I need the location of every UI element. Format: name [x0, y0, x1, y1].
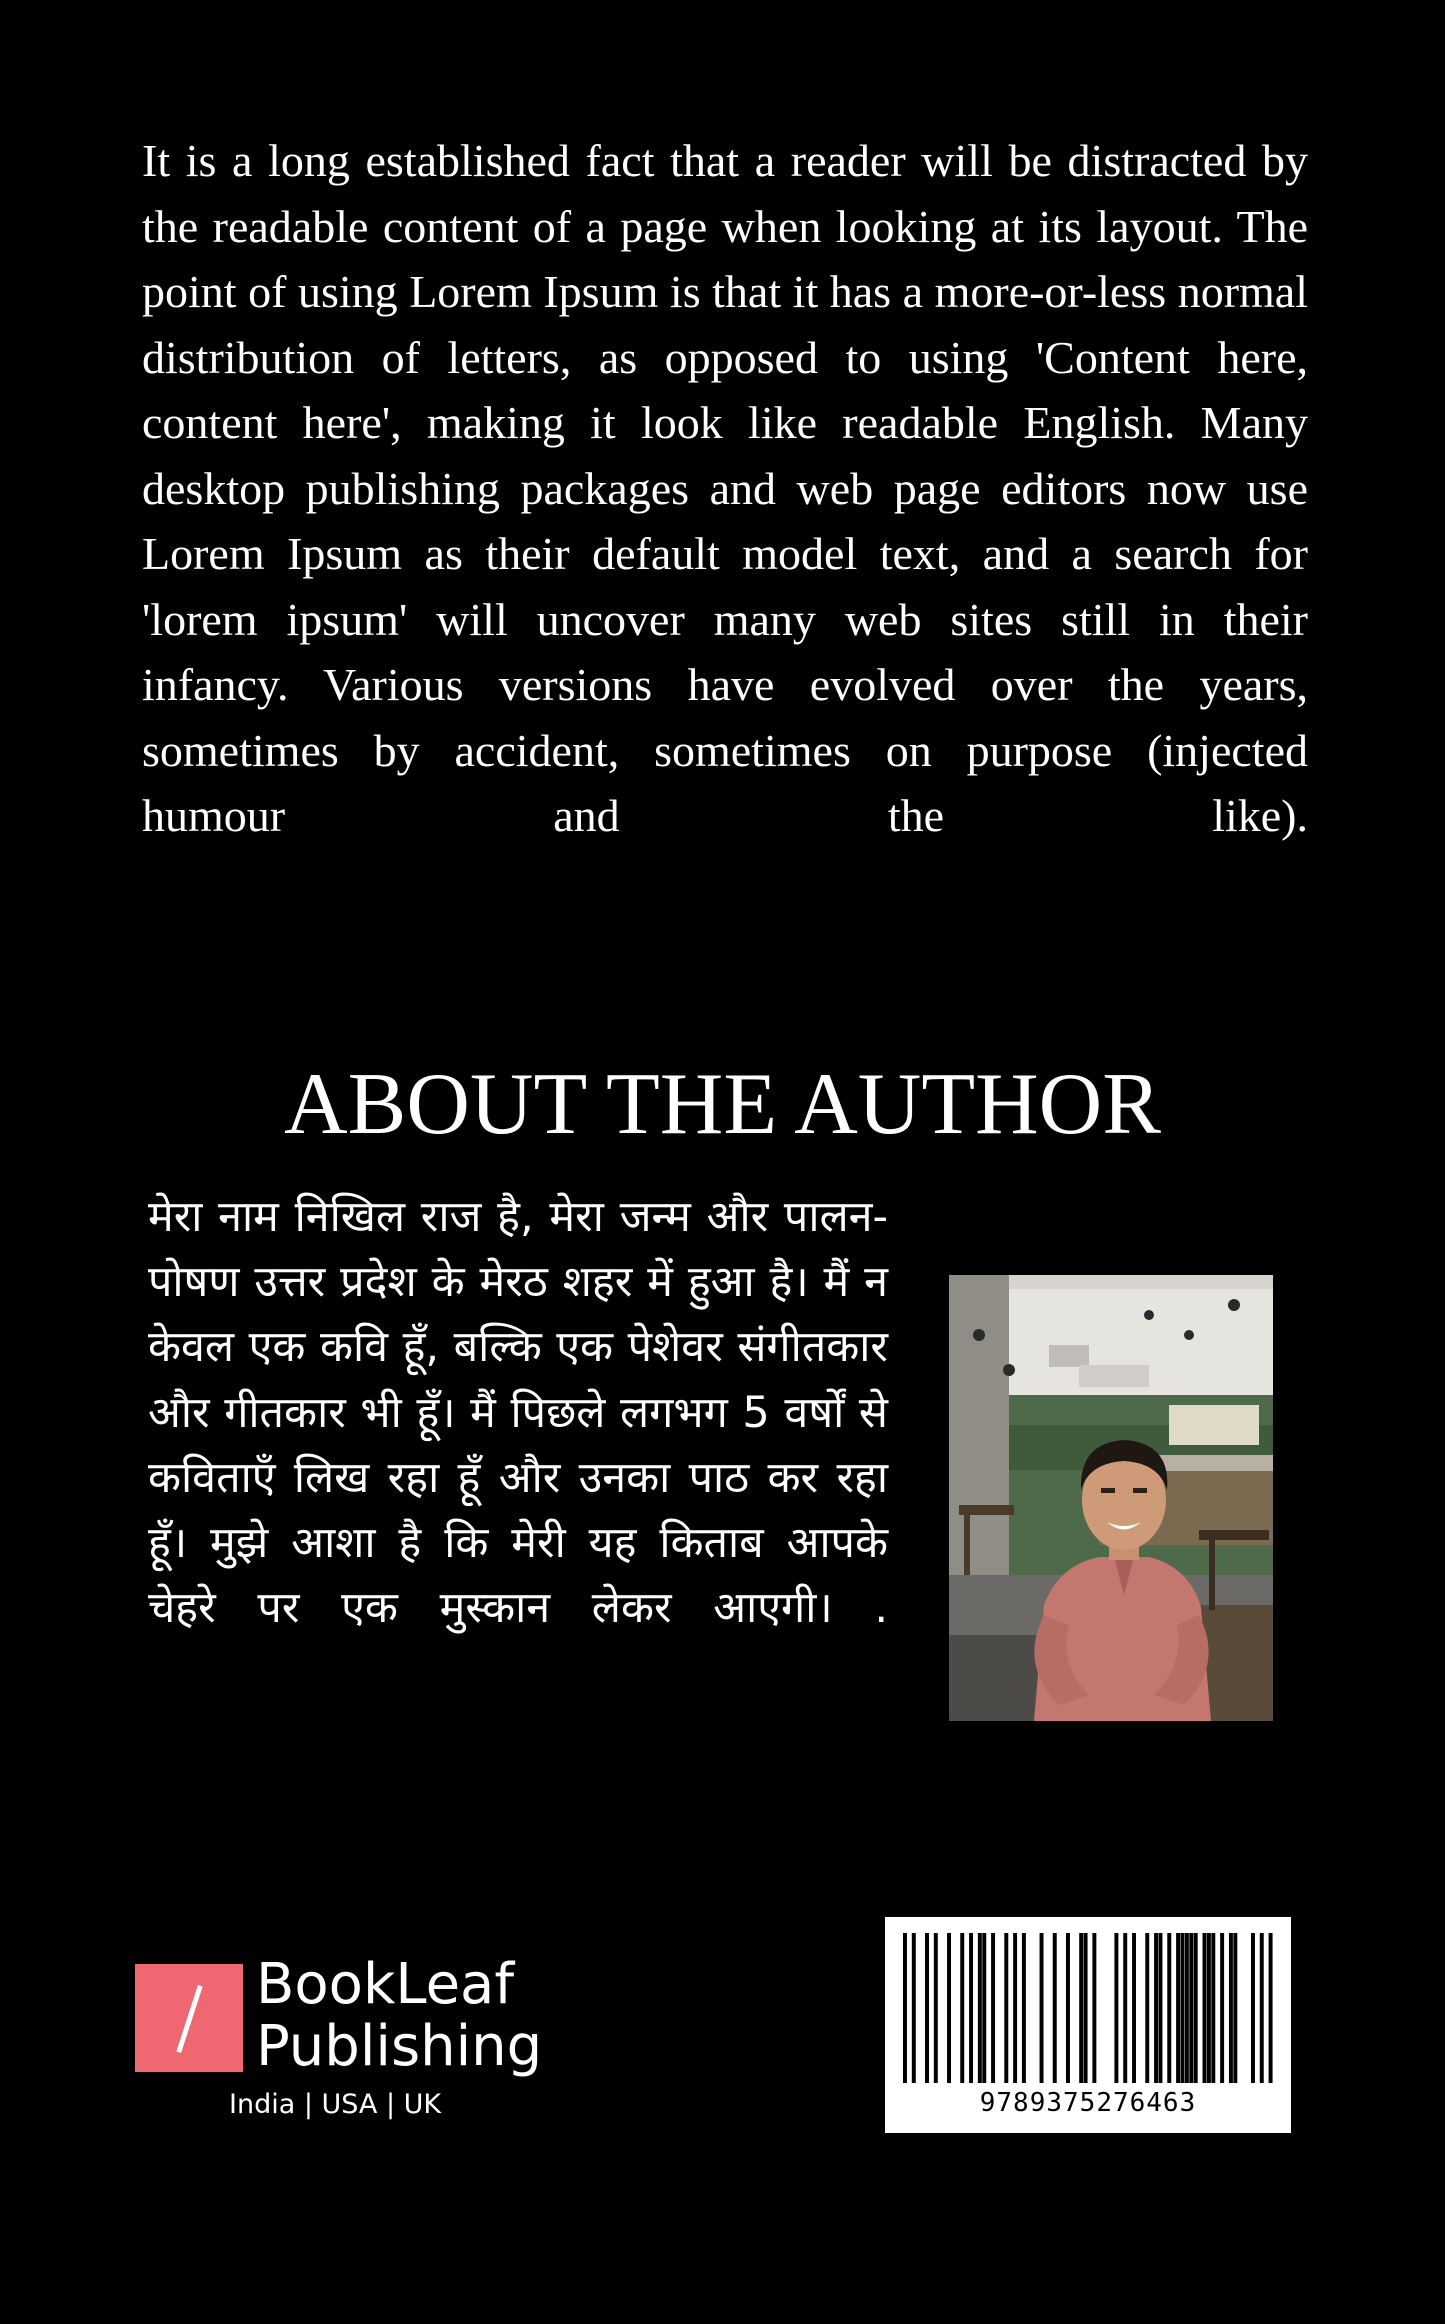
barcode-bar	[934, 1933, 938, 2083]
barcode-bar	[1269, 1933, 1273, 2083]
barcode-bar	[1040, 1933, 1044, 2083]
barcode-bar	[1022, 1933, 1026, 2083]
publisher-regions: India | USA | UK	[229, 2089, 442, 2120]
author-bio: मेरा नाम निखिल राज है, मेरा जन्म और पालन-पोषण उत्तर प्रदेश के मेरठ शहर में हुआ है। मैं न केवल एक कवि हूँ, बल्कि एक पेशेवर संगीतकार और गीतकार भी हूँ। मैं पिछले लगभग 5 वर्षों से कविताएँ लिख रहा हूँ और उनका पाठ कर रहा हूँ। मुझे आशा है कि मेरी यह किताब आपके चेहरे पर एक मुस्कान लेकर आएगी। .	[148, 1192, 888, 1634]
barcode-bar	[1154, 1933, 1158, 2083]
barcode-bar	[982, 1933, 986, 2083]
barcode-bars-icon	[903, 1933, 1273, 2083]
barcode-bar	[1114, 1933, 1118, 2083]
barcode-bar	[1145, 1933, 1149, 2083]
barcode-bar	[1233, 1933, 1237, 2083]
publisher-name	[256, 1954, 542, 2078]
barcode-bar	[925, 1933, 929, 2083]
barcode-bar	[1207, 1933, 1211, 2083]
about-author-heading: ABOUT THE AUTHOR	[284, 1056, 1161, 1153]
barcode-bar	[903, 1933, 907, 2083]
barcode-bar	[1176, 1933, 1180, 2083]
barcode-bar	[1220, 1933, 1224, 2083]
barcode-bar	[1260, 1933, 1264, 2083]
barcode-bar	[1189, 1933, 1193, 2083]
barcode-bar	[1053, 1933, 1057, 2083]
barcode-bar	[1066, 1933, 1070, 2083]
publisher-name-line1: BookLeaf	[256, 1952, 515, 2017]
barcode-bar	[1084, 1933, 1088, 2083]
barcode-bar	[1251, 1933, 1255, 2083]
barcode-bar	[947, 1933, 951, 2083]
barcode-bar	[1203, 1933, 1207, 2083]
barcode-bar	[1194, 1933, 1198, 2083]
barcode-bar	[991, 1933, 995, 2083]
barcode-bar	[1013, 1933, 1017, 2083]
isbn-number: 9789375276463	[979, 2088, 1197, 2118]
isbn-barcode	[885, 1917, 1291, 2133]
barcode-bar	[978, 1933, 982, 2083]
barcode-bar	[969, 1933, 973, 2083]
barcode-bar	[1211, 1933, 1215, 2083]
barcode-bar	[1185, 1933, 1189, 2083]
barcode-bar	[1079, 1933, 1083, 2083]
publisher-logo	[135, 1952, 555, 2130]
barcode-bar	[960, 1933, 964, 2083]
barcode-bar	[1123, 1933, 1127, 2083]
barcode-bar	[1167, 1933, 1171, 2083]
barcode-bar	[1158, 1933, 1162, 2083]
barcode-bar	[1004, 1933, 1008, 2083]
author-photo	[949, 1275, 1273, 1721]
publisher-name-line2: Publishing	[256, 2014, 543, 2079]
barcode-bar	[1181, 1933, 1185, 2083]
barcode-bar	[1132, 1933, 1136, 2083]
barcode-bar	[912, 1933, 916, 2083]
barcode-bar	[1092, 1933, 1096, 2083]
barcode-bar	[1229, 1933, 1233, 2083]
back-cover-blurb: It is a long established fact that a reader will be distracted by the readable content of a page when looking at its layout. The point of using Lorem Ipsum is that it has a more-or-less normal distribution of letters, as opposed to using 'Content here, content here', making it look like readable English. Many desktop publishing packages and web page editors now use Lorem Ipsum as their default model text, and a search for 'lorem ipsum' will uncover many web sites still in their infancy. Various versions have evolved over the years, sometimes by accident, sometimes on purpose (injected humour and the like).	[142, 135, 1308, 841]
publisher-slash-icon	[135, 1964, 243, 2072]
